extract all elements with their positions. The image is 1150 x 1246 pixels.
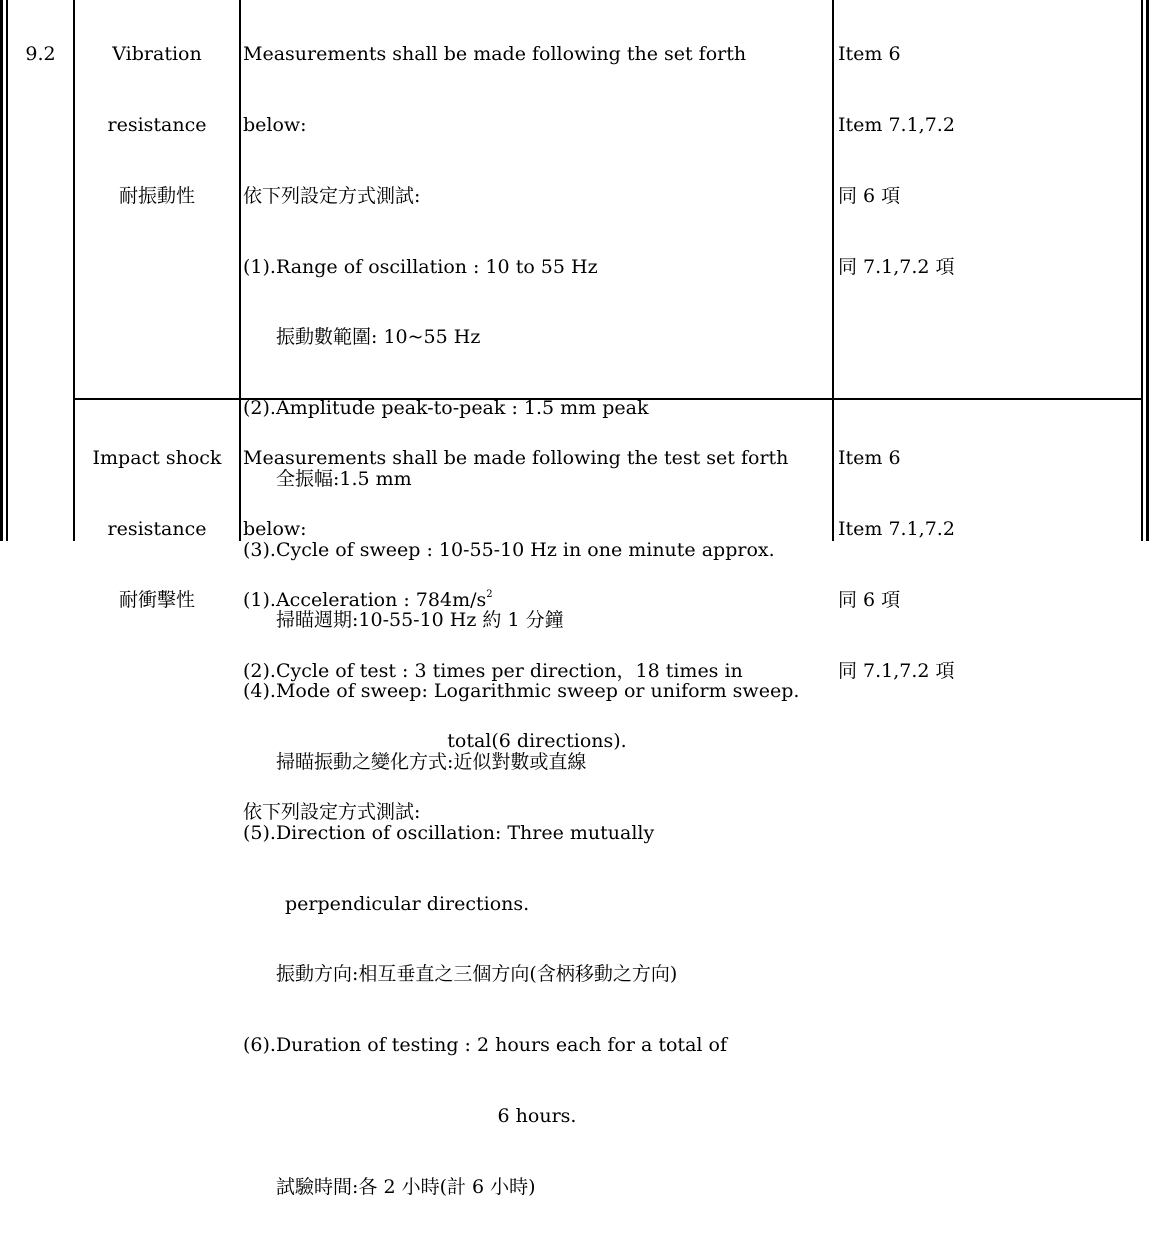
- test-method: [243, 400, 831, 872]
- reference-line: 同 7.1,7.2 項: [838, 659, 955, 682]
- method-line: Measurements shall be made following the set forth: [243, 43, 747, 66]
- reference: [838, 0, 1138, 326]
- superscript: 2: [486, 588, 493, 600]
- method-line: 試驗時間:各 2 小時(計 6 小時): [276, 1175, 536, 1198]
- method-line: (1).Acceleration : $784m/s^2$: [243, 588, 493, 611]
- method-line: (2).Cycle of test : 3 times per direction，18 times in: [243, 659, 743, 682]
- item-name-line: 耐振動性: [118, 184, 195, 207]
- method-line: 振動數範圍: 10~55 Hz: [276, 326, 481, 349]
- table-border-right-inner: [1141, 0, 1143, 541]
- row-number: [8, 400, 73, 518]
- method-line: below:: [243, 113, 307, 136]
- method-line: 依下列設定方式測試:: [243, 184, 421, 207]
- reference-line: Item 7.1,7.2: [838, 517, 955, 540]
- column-divider: [832, 0, 834, 541]
- reference-line: Item 6: [838, 43, 901, 66]
- method-line: 依下列設定方式測試:: [243, 801, 421, 824]
- column-divider: [239, 0, 241, 541]
- table-border-left-outer: [0, 0, 3, 541]
- item-name-line: resistance: [107, 113, 207, 136]
- item-name: [75, 0, 239, 256]
- reference: [838, 400, 1138, 730]
- method-line: Measurements shall be made following the test set forth: [243, 447, 789, 470]
- method-line: total(6 directions).: [447, 730, 627, 753]
- reference-line: 同 6 項: [838, 184, 901, 207]
- method-line: 全振幅:1.5 mm: [276, 467, 412, 490]
- item-name-line: 耐衝擊性: [118, 588, 195, 611]
- reference-line: 同 7.1,7.2 項: [838, 255, 955, 278]
- method-line: 掃瞄週期:10-55-10 Hz 約 1 分鐘: [276, 609, 564, 632]
- method-line: (2).Amplitude peak-to-peak : 1.5 mm peak: [243, 397, 649, 420]
- row-number: 9.2: [25, 43, 56, 66]
- item-name-line: resistance: [107, 517, 207, 540]
- reference-line: Item 7.1,7.2: [838, 113, 955, 136]
- table-border-right-outer: [1146, 0, 1149, 541]
- item-name-line: Impact shock: [92, 447, 222, 470]
- method-line: perpendicular directions.: [285, 892, 530, 915]
- method-line: (4).Mode of sweep: Logarithmic sweep or uniform sweep.: [243, 680, 800, 703]
- item-name: [75, 400, 239, 660]
- method-line: (1).Range of oscillation : 10 to 55 Hz: [243, 255, 598, 278]
- method-line: (6).Duration of testing : 2 hours each for a total of: [243, 1034, 727, 1057]
- method-line: (3).Cycle of sweep : 10-55-10 Hz in one minute approx.: [243, 538, 775, 561]
- method-line: below:: [243, 517, 307, 540]
- item-name-line: Vibration: [112, 43, 202, 66]
- reference-line: 同 6 項: [838, 588, 901, 611]
- method-line: (5).Direction of oscillation: Three mutually: [243, 821, 655, 844]
- method-line: 掃瞄振動之變化方式:近似對數或直線: [276, 751, 587, 773]
- reference-line: Item 6: [838, 447, 901, 470]
- method-line: 振動方向:相互垂直之三個方向(含柄移動之方向): [276, 963, 678, 986]
- method-line: 6 hours.: [497, 1104, 577, 1127]
